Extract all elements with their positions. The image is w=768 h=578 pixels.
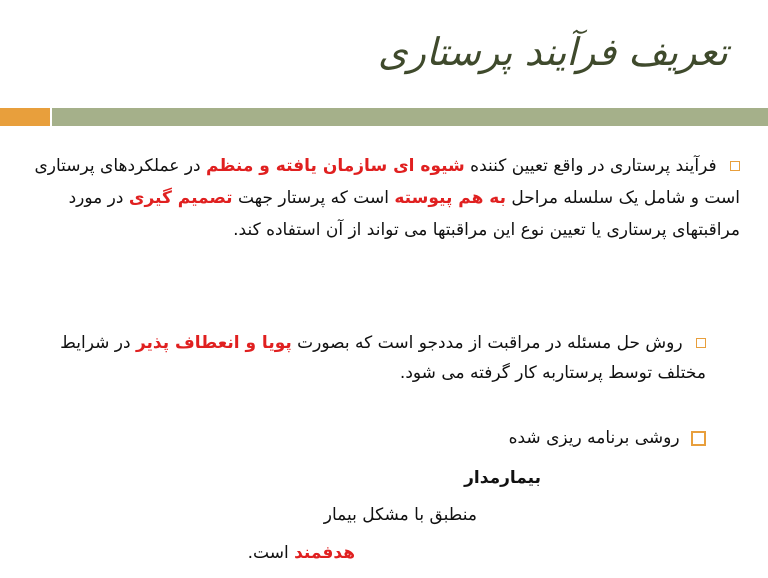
text-segment: در شرایط مختلف توسط پرستاربه کار گرفته می شود.: [60, 333, 706, 383]
patient-centered-line: بیمارمدار: [464, 468, 541, 488]
planned-method-line: [509, 428, 706, 448]
accent-band-green: [52, 108, 768, 126]
highlight-text: پویا و انعطاف پذیر: [135, 333, 292, 353]
highlight-text: شیوه ای سازمان یافته و منظم: [206, 156, 465, 176]
goal-oriented-line: [248, 543, 355, 563]
text-segment: است که پرستار جهت: [232, 188, 389, 208]
text-segment: است.: [247, 543, 295, 563]
slide-title: تعریف فرآیند پرستاری: [377, 30, 728, 74]
highlight-text: هدفمند: [294, 543, 355, 563]
square-bullet-icon: [696, 338, 706, 348]
text-segment: در عملکردهای پرستاری است و شامل یک سلسله مراحل: [34, 156, 740, 208]
square-bullet-icon: [730, 161, 740, 171]
text-segment: در مورد مراقبتهای پرستاری یا تعیین نوع این مراقبتها می تواند از آن استفاده کند.: [68, 188, 740, 240]
highlight-text: به هم پیوسته: [394, 188, 506, 208]
problem-matched-line: منطبق با مشکل بیمار: [323, 505, 477, 525]
paragraph-definition: [20, 150, 740, 246]
square-bullet-icon: [691, 431, 706, 446]
text-segment: روش حل مسئله در مراقبت از مددجو است که بصورت: [291, 333, 683, 353]
highlight-text: تصمیم گیری: [128, 188, 233, 208]
text-segment: فرآیند پرستاری در واقع تعیین کننده: [464, 156, 717, 176]
accent-band-orange: [0, 108, 50, 126]
paragraph-problem-solving: [56, 328, 706, 388]
text-segment: روشی برنامه ریزی شده: [508, 428, 680, 448]
